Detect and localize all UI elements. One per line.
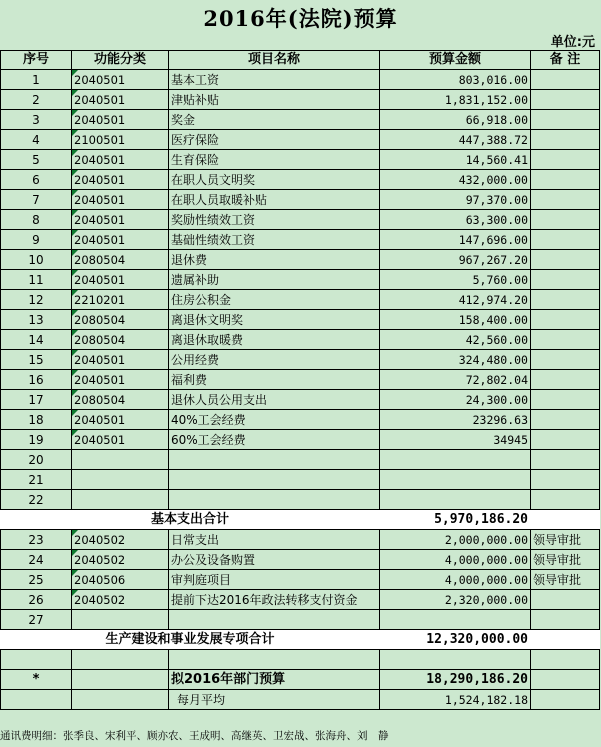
remark-cell[interactable] — [531, 350, 600, 370]
item-name-cell[interactable]: 提前下达2016年政法转移支付资金 — [169, 590, 380, 610]
function-code-cell[interactable] — [72, 430, 169, 450]
remark-cell[interactable] — [531, 590, 600, 610]
total-marker-cell[interactable]: * — [1, 670, 72, 690]
function-code-text: 2040501 — [74, 412, 126, 427]
item-name-cell[interactable]: 住房公积金 — [169, 290, 380, 310]
item-name-cell[interactable]: 医疗保险 — [169, 130, 380, 150]
amount-cell[interactable]: 447,388.72 — [380, 130, 531, 150]
function-code-text: 2040502 — [74, 592, 126, 607]
subtotal-row — [1, 630, 600, 650]
remark-cell[interactable] — [531, 430, 600, 450]
function-code-text: 2080504 — [74, 392, 126, 407]
header-row — [1, 51, 600, 70]
remark-cell[interactable] — [531, 610, 600, 630]
header-cell[interactable]: 功能分类 — [72, 51, 169, 70]
remark-cell[interactable] — [531, 390, 600, 410]
cell-comment-marker-icon — [72, 350, 78, 356]
item-name-cell[interactable]: 基础性绩效工资 — [169, 230, 380, 250]
table-row — [1, 350, 600, 370]
row-number-cell[interactable]: 22 — [1, 490, 72, 510]
remark-cell[interactable] — [531, 370, 600, 390]
amount-cell[interactable]: 72,802.04 — [380, 370, 531, 390]
item-name-cell[interactable]: 在职人员文明奖 — [169, 170, 380, 190]
table-row — [1, 430, 600, 450]
function-code-text: 2080504 — [74, 252, 126, 267]
total-label-cell[interactable]: 拟2016年部门预算 — [169, 670, 380, 690]
row-number-cell[interactable]: 16 — [1, 370, 72, 390]
function-code-cell[interactable] — [72, 250, 169, 270]
function-code-cell[interactable] — [72, 70, 169, 90]
amount-cell[interactable]: 4,000,000.00 — [380, 550, 531, 570]
function-code-text: 2040502 — [74, 532, 126, 547]
table-row — [1, 450, 600, 470]
remark-cell[interactable] — [531, 290, 600, 310]
function-code-text: 2040501 — [74, 92, 126, 107]
amount-cell[interactable]: 97,370.00 — [380, 190, 531, 210]
table-row — [1, 590, 600, 610]
cell-comment-marker-icon — [72, 570, 78, 576]
amount-cell[interactable] — [380, 470, 531, 490]
table-row — [1, 470, 600, 490]
cell-comment-marker-icon — [72, 170, 78, 176]
table-row — [1, 170, 600, 190]
blank-cell[interactable] — [531, 670, 600, 690]
item-name-cell[interactable]: 退休费 — [169, 250, 380, 270]
item-name-cell[interactable]: 公用经费 — [169, 350, 380, 370]
function-code-cell[interactable] — [72, 530, 169, 550]
row-number-cell[interactable]: 12 — [1, 290, 72, 310]
amount-cell[interactable]: 24,300.00 — [380, 390, 531, 410]
remark-cell[interactable] — [531, 150, 600, 170]
blank-cell[interactable] — [1, 650, 72, 670]
table-row — [1, 490, 600, 510]
function-code-cell[interactable] — [72, 190, 169, 210]
amount-cell[interactable]: 412,974.20 — [380, 290, 531, 310]
item-name-cell[interactable]: 基本工资 — [169, 70, 380, 90]
function-code-cell[interactable] — [72, 370, 169, 390]
function-code-cell[interactable] — [72, 270, 169, 290]
function-code-cell[interactable] — [72, 310, 169, 330]
function-code-text: 2040501 — [74, 212, 126, 227]
function-code-cell[interactable] — [72, 130, 169, 150]
table-row — [1, 370, 600, 390]
header-cell[interactable]: 项目名称 — [169, 51, 380, 70]
remark-cell[interactable] — [531, 170, 600, 190]
remark-cell[interactable] — [531, 330, 600, 350]
table-row — [1, 70, 600, 90]
blank-cell[interactable] — [72, 690, 169, 710]
remark-cell[interactable] — [531, 490, 600, 510]
cell-comment-marker-icon — [72, 430, 78, 436]
row-number-cell[interactable]: 9 — [1, 230, 72, 250]
monthly-label-cell[interactable]: 每月平均 — [169, 690, 380, 710]
function-code-text: 2040501 — [74, 172, 126, 187]
row-number-cell[interactable]: 20 — [1, 450, 72, 470]
item-name-cell[interactable]: 办公及设备购置 — [169, 550, 380, 570]
unit-label: 单位:元 — [550, 35, 595, 50]
remark-cell[interactable] — [531, 210, 600, 230]
item-name-cell[interactable]: 津贴补贴 — [169, 90, 380, 110]
item-name-cell[interactable]: 在职人员取暖补贴 — [169, 190, 380, 210]
row-number-cell[interactable]: 18 — [1, 410, 72, 430]
remark-cell[interactable] — [531, 250, 600, 270]
item-name-cell[interactable] — [169, 470, 380, 490]
cell-comment-marker-icon — [72, 90, 78, 96]
row-number-cell[interactable]: 25 — [1, 570, 72, 590]
function-code-text: 2080504 — [74, 332, 126, 347]
row-number-cell[interactable]: 7 — [1, 190, 72, 210]
amount-cell[interactable]: 42,560.00 — [380, 330, 531, 350]
row-number-cell[interactable]: 14 — [1, 330, 72, 350]
table-row — [1, 190, 600, 210]
row-number-cell[interactable]: 4 — [1, 130, 72, 150]
monthly-amount-cell[interactable]: 1,524,182.18 — [380, 690, 531, 710]
table-row — [1, 410, 600, 430]
function-code-cell[interactable] — [72, 90, 169, 110]
cell-comment-marker-icon — [72, 250, 78, 256]
remark-cell[interactable] — [531, 70, 600, 90]
footer-note: 通讯费明细：张季良、宋利平、顾亦农、王成明、高继英、卫宏战、张海舟、刘 静 — [0, 730, 389, 742]
function-code-text: 2080504 — [74, 312, 126, 327]
remark-cell[interactable] — [531, 270, 600, 290]
item-name-cell[interactable]: 福利费 — [169, 370, 380, 390]
cell-comment-marker-icon — [72, 70, 78, 76]
cell-comment-marker-icon — [72, 370, 78, 376]
subtotal-amount-cell[interactable]: 12,320,000.00 — [380, 630, 531, 650]
row-number-cell[interactable]: 2 — [1, 90, 72, 110]
table-row — [1, 550, 600, 570]
cell-comment-marker-icon — [72, 210, 78, 216]
cell-comment-marker-icon — [72, 330, 78, 336]
table-row — [1, 250, 600, 270]
amount-cell[interactable]: 158,400.00 — [380, 310, 531, 330]
table-row — [1, 230, 600, 250]
amount-cell[interactable] — [380, 610, 531, 630]
amount-cell[interactable]: 1,831,152.00 — [380, 90, 531, 110]
row-number-cell[interactable]: 21 — [1, 470, 72, 490]
blank-cell[interactable] — [531, 650, 600, 670]
sheet-title: 2016年(法院)预算 — [203, 6, 398, 31]
row-number-cell[interactable]: 23 — [1, 530, 72, 550]
function-code-cell[interactable] — [72, 170, 169, 190]
row-number-cell[interactable]: 6 — [1, 170, 72, 190]
amount-cell[interactable]: 2,320,000.00 — [380, 590, 531, 610]
row-number-cell[interactable]: 19 — [1, 430, 72, 450]
function-code-text: 2040501 — [74, 192, 126, 207]
table-row — [1, 90, 600, 110]
function-code-text: 2100501 — [74, 132, 126, 147]
row-number-cell[interactable]: 10 — [1, 250, 72, 270]
amount-cell[interactable]: 66,918.00 — [380, 110, 531, 130]
blank-cell[interactable] — [531, 630, 600, 650]
function-code-cell[interactable] — [72, 330, 169, 350]
blank-cell[interactable] — [1, 690, 72, 710]
function-code-cell[interactable] — [72, 470, 169, 490]
item-name-cell[interactable]: 40%工会经费 — [169, 410, 380, 430]
row-number-cell[interactable]: 26 — [1, 590, 72, 610]
function-code-cell[interactable] — [72, 230, 169, 250]
total-row — [1, 670, 600, 690]
table-row — [1, 530, 600, 550]
row-number-cell[interactable]: 27 — [1, 610, 72, 630]
row-number-cell[interactable]: 17 — [1, 390, 72, 410]
function-code-text: 2040501 — [74, 112, 126, 127]
function-code-cell[interactable] — [72, 390, 169, 410]
subtotal-label-cell[interactable]: 生产建设和事业发展专项合计 — [1, 630, 380, 650]
table-row — [1, 310, 600, 330]
monthly-average-row — [1, 690, 600, 710]
subtotal-row — [1, 510, 600, 530]
blank-cell[interactable] — [72, 650, 169, 670]
function-code-text: 2040501 — [74, 72, 126, 87]
table-row — [1, 290, 600, 310]
amount-cell[interactable]: 324,480.00 — [380, 350, 531, 370]
function-code-cell[interactable] — [72, 490, 169, 510]
item-name-cell[interactable] — [169, 490, 380, 510]
function-code-cell[interactable] — [72, 450, 169, 470]
function-code-cell[interactable] — [72, 290, 169, 310]
amount-cell[interactable]: 4,000,000.00 — [380, 570, 531, 590]
remark-cell[interactable]: 领导审批 — [531, 570, 600, 590]
cell-comment-marker-icon — [72, 230, 78, 236]
cell-comment-marker-icon — [72, 390, 78, 396]
subtotal-amount-cell[interactable]: 5,970,186.20 — [380, 510, 531, 530]
table-row — [1, 330, 600, 350]
item-name-cell[interactable]: 奖励性绩效工资 — [169, 210, 380, 230]
cell-comment-marker-icon — [72, 310, 78, 316]
table-row — [1, 570, 600, 590]
remark-cell[interactable]: 领导审批 — [531, 530, 600, 550]
remark-cell[interactable] — [531, 130, 600, 150]
amount-cell[interactable] — [380, 490, 531, 510]
amount-cell[interactable]: 14,560.41 — [380, 150, 531, 170]
remark-cell[interactable] — [531, 230, 600, 250]
amount-cell[interactable]: 23296.63 — [380, 410, 531, 430]
amount-cell[interactable]: 147,696.00 — [380, 230, 531, 250]
cell-comment-marker-icon — [72, 590, 78, 596]
item-name-cell[interactable]: 离退休文明奖 — [169, 310, 380, 330]
remark-cell[interactable] — [531, 110, 600, 130]
cell-comment-marker-icon — [72, 130, 78, 136]
blank-cell[interactable] — [72, 670, 169, 690]
remark-cell[interactable] — [531, 310, 600, 330]
function-code-cell[interactable] — [72, 110, 169, 130]
function-code-cell[interactable] — [72, 150, 169, 170]
function-code-cell[interactable] — [72, 570, 169, 590]
cell-comment-marker-icon — [72, 530, 78, 536]
item-name-cell[interactable]: 生育保险 — [169, 150, 380, 170]
function-code-text: 2210201 — [74, 292, 126, 307]
function-code-cell[interactable] — [72, 590, 169, 610]
row-number-cell[interactable]: 11 — [1, 270, 72, 290]
function-code-text: 2040501 — [74, 152, 126, 167]
function-code-cell[interactable] — [72, 210, 169, 230]
budget-table — [0, 50, 600, 710]
function-code-text: 2040501 — [74, 432, 126, 447]
amount-cell[interactable]: 5,760.00 — [380, 270, 531, 290]
total-amount-cell[interactable]: 18,290,186.20 — [380, 670, 531, 690]
amount-cell[interactable]: 2,000,000.00 — [380, 530, 531, 550]
function-code-cell[interactable] — [72, 550, 169, 570]
function-code-cell[interactable] — [72, 410, 169, 430]
cell-comment-marker-icon — [72, 290, 78, 296]
item-name-cell[interactable]: 60%工会经费 — [169, 430, 380, 450]
function-code-cell[interactable] — [72, 610, 169, 630]
function-code-text: 2040506 — [74, 572, 126, 587]
row-number-cell[interactable]: 3 — [1, 110, 72, 130]
table-row — [1, 610, 600, 630]
cell-comment-marker-icon — [72, 270, 78, 276]
blank-cell[interactable] — [531, 690, 600, 710]
subtotal-label-cell[interactable]: 基本支出合计 — [1, 510, 380, 530]
function-code-text: 2040501 — [74, 272, 126, 287]
row-number-cell[interactable]: 15 — [1, 350, 72, 370]
amount-cell[interactable] — [380, 450, 531, 470]
row-number-cell[interactable]: 8 — [1, 210, 72, 230]
blank-cell[interactable] — [531, 510, 600, 530]
cell-comment-marker-icon — [72, 110, 78, 116]
item-name-cell[interactable]: 遗属补助 — [169, 270, 380, 290]
amount-cell[interactable]: 432,000.00 — [380, 170, 531, 190]
cell-comment-marker-icon — [72, 190, 78, 196]
item-name-cell[interactable]: 奖金 — [169, 110, 380, 130]
amount-cell[interactable]: 803,016.00 — [380, 70, 531, 90]
function-code-text: 2040502 — [74, 552, 126, 567]
item-name-cell[interactable]: 退休人员公用支出 — [169, 390, 380, 410]
remark-cell[interactable] — [531, 90, 600, 110]
table-row — [1, 150, 600, 170]
row-number-cell[interactable]: 5 — [1, 150, 72, 170]
remark-cell[interactable] — [531, 410, 600, 430]
function-code-text: 2040501 — [74, 372, 126, 387]
function-code-text: 2040501 — [74, 232, 126, 247]
item-name-cell[interactable]: 日常支出 — [169, 530, 380, 550]
table-row — [1, 270, 600, 290]
function-code-text: 2040501 — [74, 352, 126, 367]
header-cell[interactable]: 预算金额 — [380, 51, 531, 70]
blank-cell[interactable] — [169, 650, 380, 670]
table-row — [1, 390, 600, 410]
item-name-cell[interactable]: 审判庭项目 — [169, 570, 380, 590]
amount-cell[interactable]: 34945 — [380, 430, 531, 450]
header-cell[interactable]: 序号 — [1, 51, 72, 70]
cell-comment-marker-icon — [72, 150, 78, 156]
function-code-cell[interactable] — [72, 350, 169, 370]
remark-cell[interactable] — [531, 450, 600, 470]
row-number-cell[interactable]: 24 — [1, 550, 72, 570]
item-name-cell[interactable] — [169, 610, 380, 630]
table-row — [1, 110, 600, 130]
amount-cell[interactable]: 63,300.00 — [380, 210, 531, 230]
remark-cell[interactable] — [531, 190, 600, 210]
item-name-cell[interactable] — [169, 450, 380, 470]
cell-comment-marker-icon — [72, 550, 78, 556]
row-number-cell[interactable]: 1 — [1, 70, 72, 90]
amount-cell[interactable]: 967,267.20 — [380, 250, 531, 270]
remark-cell[interactable]: 领导审批 — [531, 550, 600, 570]
item-name-cell[interactable]: 离退休取暖费 — [169, 330, 380, 350]
header-cell[interactable]: 备 注 — [531, 51, 600, 70]
blank-row — [1, 650, 600, 670]
remark-cell[interactable] — [531, 470, 600, 490]
cell-comment-marker-icon — [72, 410, 78, 416]
row-number-cell[interactable]: 13 — [1, 310, 72, 330]
blank-cell[interactable] — [380, 650, 531, 670]
table-row — [1, 210, 600, 230]
table-row — [1, 130, 600, 150]
